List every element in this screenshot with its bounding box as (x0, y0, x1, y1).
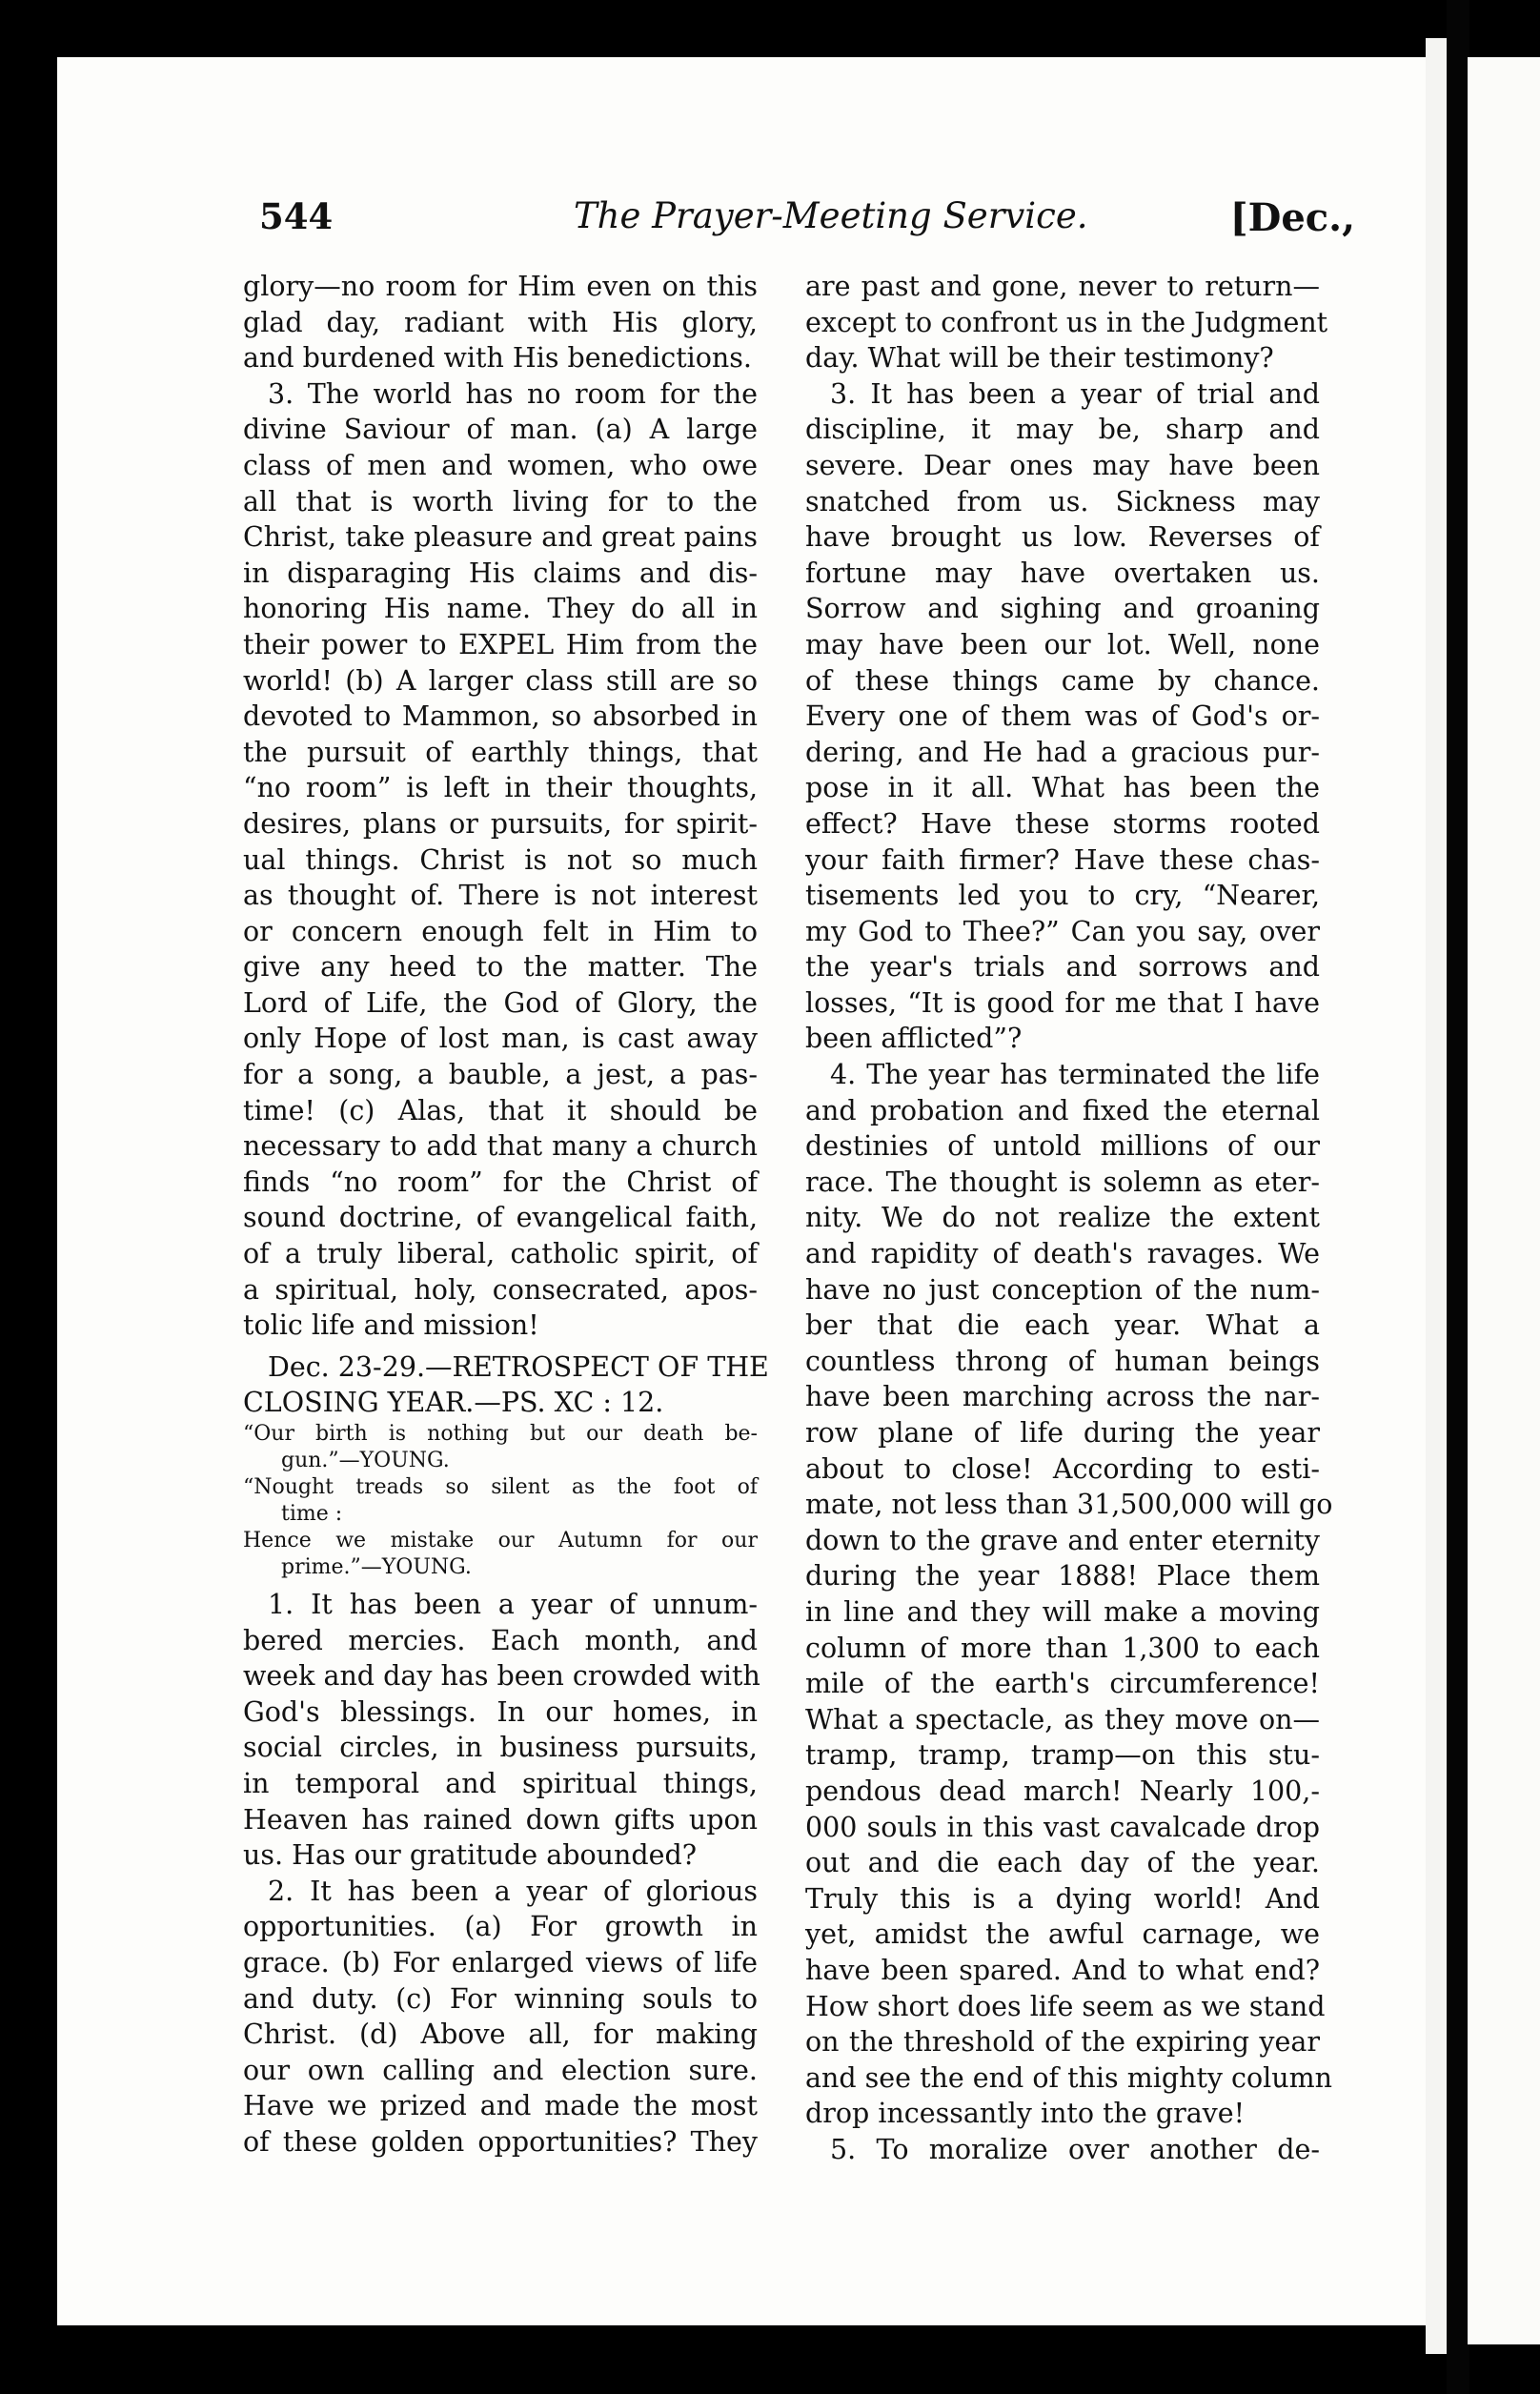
text-line: yet, amidst the awful carnage, we (805, 1918, 1320, 1951)
text-line: our own calling and election sure. (243, 2054, 758, 2086)
text-line: and see the end of this mighty column (805, 2061, 1333, 2094)
text-line: tramp, tramp, tramp—on this stu- (805, 1739, 1320, 1772)
text-line: 3. The world has no room for the (268, 377, 758, 410)
text-line: during the year 1888! Place them (805, 1560, 1320, 1593)
gutter-shadow (1447, 0, 1469, 2394)
text-line: and duty. (c) For winning souls to (243, 1982, 758, 2015)
text-line: for a song, a bauble, a jest, a pas- (243, 1059, 758, 1091)
epigraph-line: time : (281, 1502, 343, 1526)
text-line: tolic life and mission! (243, 1309, 539, 1342)
text-line: class of men and women, who owe (243, 449, 758, 481)
text-line: 3. It has been a year of trial and (830, 377, 1320, 410)
text-line: glory—no room for Him even on this (243, 271, 758, 302)
text-line: of these things came by chance. (805, 664, 1320, 697)
text-line: fortune may have overtaken us. (805, 557, 1320, 589)
text-line: the year's trials and sorrows and (805, 951, 1320, 984)
section-heading: CLOSING YEAR.—PS. XC : 12. (243, 1387, 664, 1419)
text-line: my God to Thee?” Can you say, over (805, 915, 1320, 947)
text-line: your faith firmer? Have these chas- (805, 843, 1320, 876)
text-line: of these golden opportunities? They (243, 2125, 758, 2158)
text-line: 000 souls in this vast cavalcade drop (805, 1811, 1320, 1843)
epigraph-line: Hence we mistake our Autumn for our (243, 1529, 758, 1552)
text-line: have no just conception of the num- (805, 1273, 1320, 1306)
text-line: a spiritual, holy, consecrated, apos- (243, 1273, 758, 1306)
text-line: countless throng of human beings (805, 1345, 1320, 1377)
text-line: and rapidity of death's ravages. We (805, 1238, 1320, 1270)
text-line: What a spectacle, as they move on— (805, 1703, 1320, 1735)
text-line: have brought us low. Reverses of (805, 521, 1320, 554)
text-line: finds “no room” for the Christ of (243, 1166, 758, 1198)
text-line: Every one of them was of God's or- (805, 700, 1320, 733)
text-line: in disparaging His claims and dis- (243, 557, 758, 589)
text-line: grace. (b) For enlarged views of life (243, 1946, 758, 1978)
text-line: time! (c) Alas, that it should be (243, 1094, 758, 1126)
text-line: the pursuit of earthly things, that (243, 736, 758, 768)
text-line: Christ. (d) Above all, for making (243, 2019, 758, 2051)
left-column (243, 269, 769, 2161)
text-line: their power to EXPEL Him from the (243, 628, 758, 660)
text-line: may have been our lot. Well, none (805, 628, 1320, 660)
text-line: week and day has been crowded with (243, 1660, 760, 1693)
text-line: have been spared. And to what end? (805, 1954, 1320, 1986)
text-line: severe. Dear ones may have been (805, 449, 1320, 481)
text-line: except to confront us in the Judgment (805, 306, 1328, 338)
page-number: 544 (259, 195, 334, 237)
text-line: effect? Have these storms rooted (805, 807, 1320, 840)
epigraph-line: gun.”—YOUNG. (281, 1449, 450, 1472)
epigraph-line: prime.”—YOUNG. (281, 1555, 472, 1579)
text-line: How short does life seem as we stand (805, 1990, 1326, 2022)
epigraph-line: “Nought treads so silent as the foot of (243, 1475, 758, 1499)
text-line: glad day, radiant with His glory, (243, 306, 758, 338)
text-line: mile of the earth's circumference! (805, 1668, 1320, 1700)
right-column (805, 269, 1333, 2167)
text-line: Heaven has rained down gifts upon (243, 1803, 758, 1836)
text-line: Sorrow and sighing and groaning (805, 593, 1320, 625)
text-line: world! (b) A larger class still are so (243, 664, 758, 697)
text-line: destinies of untold millions of our (805, 1130, 1320, 1163)
text-line: ual things. Christ is not so much (243, 843, 758, 876)
text-line: social circles, in business pursuits, (243, 1732, 758, 1764)
text-line: down to the grave and enter eternity (805, 1524, 1320, 1556)
text-line: mate, not less than 31,500,000 will go (805, 1489, 1333, 1521)
text-line: losses, “It is good for me that I have (805, 986, 1320, 1019)
text-line: of a truly liberal, catholic spirit, of (243, 1238, 758, 1270)
text-line: 1. It has been a year of unnum- (268, 1589, 758, 1620)
text-line: or concern enough felt in Him to (243, 915, 758, 947)
text-line: on the threshold of the expiring year (805, 2026, 1320, 2059)
text-line: sound doctrine, of evangelical faith, (243, 1202, 758, 1234)
text-line: row plane of life during the year (805, 1417, 1320, 1449)
text-line: and probation and fixed the eternal (805, 1094, 1320, 1126)
running-head (259, 195, 1355, 253)
text-line: snatched from us. Sickness may (805, 485, 1320, 517)
text-line: column of more than 1,300 to each (805, 1632, 1320, 1664)
text-line: pose in it all. What has been the (805, 772, 1320, 804)
text-line: have been marching across the nar- (805, 1381, 1320, 1413)
section-heading: Dec. 23-29.—RETROSPECT OF THE (268, 1350, 769, 1383)
text-line: 4. The year has terminated the life (830, 1059, 1320, 1091)
text-line: necessary to add that many a church (243, 1130, 758, 1163)
text-line: been afflicted”? (805, 1023, 1023, 1055)
text-line: tisements led you to cry, “Nearer, (805, 880, 1320, 912)
text-line: out and die each day of the year. (805, 1847, 1320, 1879)
text-line: divine Saviour of man. (a) A large (243, 414, 758, 446)
text-line: devoted to Mammon, so absorbed in (243, 700, 758, 733)
text-line: honoring His name. They do all in (243, 593, 758, 625)
text-line: opportunities. (a) For growth in (243, 1911, 758, 1943)
text-line: Have we prized and made the most (243, 2090, 758, 2122)
text-line: give any heed to the matter. The (243, 951, 758, 984)
text-line: ber that die each year. What a (805, 1309, 1320, 1342)
text-line: 2. It has been a year of glorious (268, 1875, 758, 1907)
text-line: nity. We do not realize the extent (805, 1202, 1320, 1234)
text-line: are past and gone, never to return— (805, 271, 1320, 302)
text-line: all that is worth living for to the (243, 485, 758, 517)
text-line: desires, plans or pursuits, for spirit- (243, 807, 758, 840)
text-line: in temporal and spiritual things, (243, 1767, 758, 1799)
text-line: and burdened with His benedictions. (243, 342, 752, 375)
text-line: Truly this is a dying world! And (805, 1882, 1320, 1915)
text-line: discipline, it may be, sharp and (805, 414, 1320, 446)
text-line: us. Has our gratitude abounded? (243, 1839, 697, 1872)
text-line: dering, and He had a gracious pur- (805, 736, 1320, 768)
text-line: 5. To moralize over another de- (830, 2133, 1320, 2165)
text-line: bered mercies. Each month, and (243, 1624, 758, 1656)
page-edge (1426, 38, 1447, 2354)
text-line: in line and they will make a moving (805, 1595, 1320, 1628)
text-line: “no room” is left in their thoughts, (243, 772, 758, 804)
text-line: drop incessantly into the grave! (805, 2098, 1246, 2130)
running-date: [Dec., (1229, 195, 1355, 240)
text-line: only Hope of lost man, is cast away (243, 1023, 758, 1055)
text-line: Christ, take pleasure and great pains (243, 521, 758, 554)
text-line: as thought of. There is not interest (243, 880, 758, 912)
text-line: day. What will be their testimony? (805, 342, 1274, 375)
text-line: God's blessings. In our homes, in (243, 1695, 758, 1728)
text-line: race. The thought is solemn as eter- (805, 1166, 1320, 1198)
text-line: Lord of Life, the God of Glory, the (243, 986, 758, 1019)
text-line: pendous dead march! Nearly 100,- (805, 1775, 1320, 1807)
facing-page-edge (1468, 57, 1540, 2344)
text-line: about to close! According to esti- (805, 1452, 1320, 1485)
epigraph-line: “Our birth is nothing but our death be- (243, 1422, 758, 1446)
running-title: The Prayer-Meeting Service. (574, 195, 1088, 236)
